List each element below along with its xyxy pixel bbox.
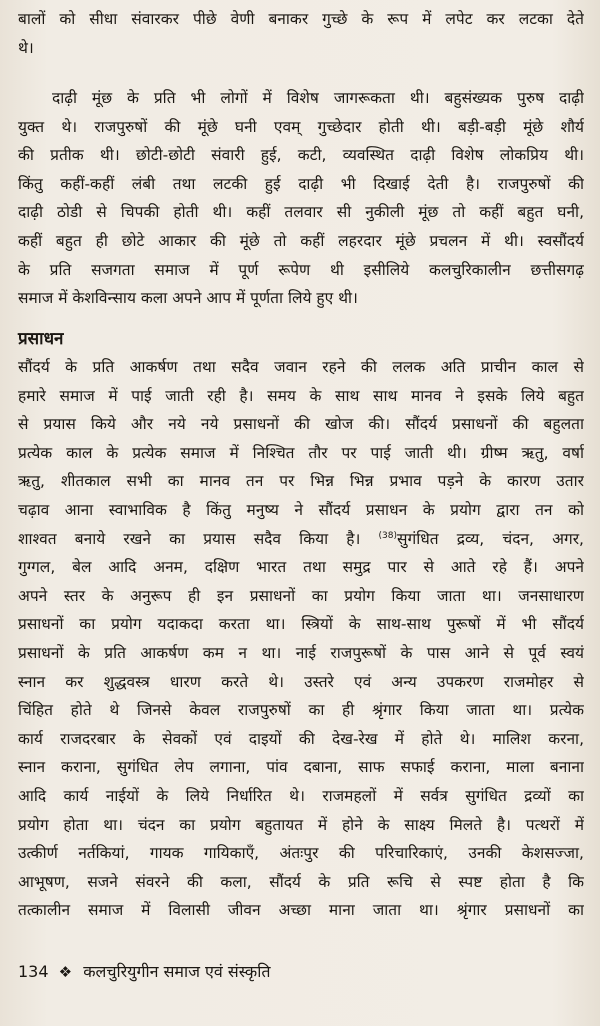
text-line: दाढ़ी ठोडी से चिपकी होती थी। कहीं तलवार सी नुकीली मूंछ तो कहीं बहुत घनी, <box>18 203 584 222</box>
text-line: प्रत्येक काल के प्रत्येक समाज में निश्चित तौर पर पाई जाती थी। ग्रीष्म ऋतु, वर्षा <box>18 443 584 462</box>
text-line: से प्रयास किये और नये नये प्रसाधनों की खोज की। सौंदर्य प्रसाधनों की बहुलता <box>18 415 584 434</box>
book-title: कलचुरियुगीन समाज एवं संस्कृति <box>83 962 271 981</box>
text-line: कहीं बहुत ही छोटे आकार की मूंछे तो कहीं लहरदार मूंछे प्रचलन में थी। स्वसौंदर्य <box>18 231 584 250</box>
text-line: स्नान कराना, सुगंधित लेप लगाना, पांव दबाना, साफ सफाई कराना, माला बनाना <box>18 758 584 777</box>
citation-line-before: शाश्वत बनाये रखने का प्रयास सदैव किया है। <box>18 529 361 548</box>
text-line: थे। <box>18 38 34 57</box>
paragraph-beard-moustache <box>18 84 584 313</box>
text-line: प्रसाधनों के प्रति आकर्षण कम न था। नाई राजपुरूषों के पास आने से पूर्व स्वयं <box>18 643 584 662</box>
text-line: ऋतु, शीतकाल सभी का मानव तन पर भिन्न भिन्न प्रभाव पड़ने के कारण उतार <box>18 472 584 491</box>
page-footer <box>18 958 270 986</box>
text-line: हमारे समाज में पाई जाती रही है। समय के साथ साथ मानव ने इसके लिये बहुत <box>18 386 584 405</box>
text-line: गुग्गल, बेल आदि अनम, दक्षिण भारत तथा समुद्र पार से आते रहे हैं। अपने <box>18 558 584 577</box>
text-line: चिंहित होते थे जिनसे केवल राजपुरुषों का ही श्रृंगार किया जाता था। प्रत्येक <box>18 701 584 720</box>
text-line: समाज में केशविन्साय कला अपने आप में पूर्णता लिये हुए थी। <box>18 289 358 308</box>
text-line: के प्रति सजगता समाज में पूर्ण रूपेण थी इसीलिये कलचुरिकालीन छत्तीसगढ़ <box>18 260 584 279</box>
text-line: स्नान कर शुद्धवस्त्र धारण करते थे। उस्तरे एवं अन्य उपकरण राजमोहर से <box>18 672 584 691</box>
text-line: किंतु कहीं-कहीं लंबी तथा लटकी हुई दाढ़ी भी दिखाई देती है। राजपुरुषों की <box>18 174 584 193</box>
text-line: युक्त थे। राजपुरुषों की मूंछे घनी एवम् गुच्छेदार होती थी। बड़ी-बड़ी मूंछे शौर्य <box>18 117 584 136</box>
citation-mark: (38) <box>378 530 398 541</box>
page-number: 134 <box>18 962 49 981</box>
citation-line-after: सुगंधित द्रव्य, चंदन, अगर, <box>397 529 584 548</box>
text-line: आभूषण, सजने संवरने की कला, सौंदर्य के प्रति रूचि से स्पष्ट होता है कि <box>18 872 584 891</box>
section-heading: प्रसाधन <box>18 329 64 349</box>
text-line: उत्कीर्ण नर्तकियां, गायक गायिकाएँ, अंतःपुर की परिचारिकाएं, उनकी केशसज्जा, <box>18 844 584 863</box>
text-line: तत्कालीन समाज में विलासी जीवन अच्छा माना जाता था। श्रृंगार प्रसाधनों का <box>18 901 584 920</box>
text-line: कार्य राजदरबार के सेवकों एवं दाइयों की देख-रेख में होते थे। मालिश करना, <box>18 729 584 748</box>
text-line: प्रयोग होता था। चंदन का प्रयोग बहुतायत में होने के साक्ष्य मिलते है। पत्थरों में <box>18 815 584 834</box>
text-line: प्रसाधनों का प्रयोग यदाकदा करता था। स्त्रियों के साथ-साथ पुरूषों में भी सौंदर्य <box>18 615 584 634</box>
text-line-with-citation <box>18 525 584 554</box>
paragraph-cosmetics <box>18 353 584 925</box>
text-line: आदि कार्य नाईयों के लिये निर्धारित थे। राजमहलों में सर्वत्र सुगंधित द्रव्यों का <box>18 786 584 805</box>
text-line: दाढ़ी मूंछ के प्रति भी लोगों में विशेष जागरूकता थी। बहुसंख्यक पुरुष दाढ़ी <box>52 89 584 107</box>
paragraph-hair-styling <box>18 5 584 62</box>
text-line: की प्रतीक थी। छोटी-छोटी संवारी हुई, कटी, व्यवस्थित दाढ़ी विशेष लोकप्रिय थी। <box>18 146 584 165</box>
text-line: बालों को सीधा संवारकर पीछे वेणी बनाकर गुच्छे के रूप में लपेट कर लटका देते <box>18 10 584 28</box>
text-line: अपने स्तर के अनुरूप ही इन प्रसाधनों का प्रयोग किया जाता था। जनसाधारण <box>18 586 584 605</box>
text-line: सौंदर्य के प्रति आकर्षण तथा सदैव जवान रहने की ललक अति प्राचीन काल से <box>18 358 584 376</box>
text-line: चढ़ाव आना स्वाभाविक है किंतु मनुष्य ने सौंदर्य प्रसाधन के प्रयोग द्वारा तन को <box>18 500 584 519</box>
diamond-ornament-icon: ❖ <box>58 963 73 981</box>
